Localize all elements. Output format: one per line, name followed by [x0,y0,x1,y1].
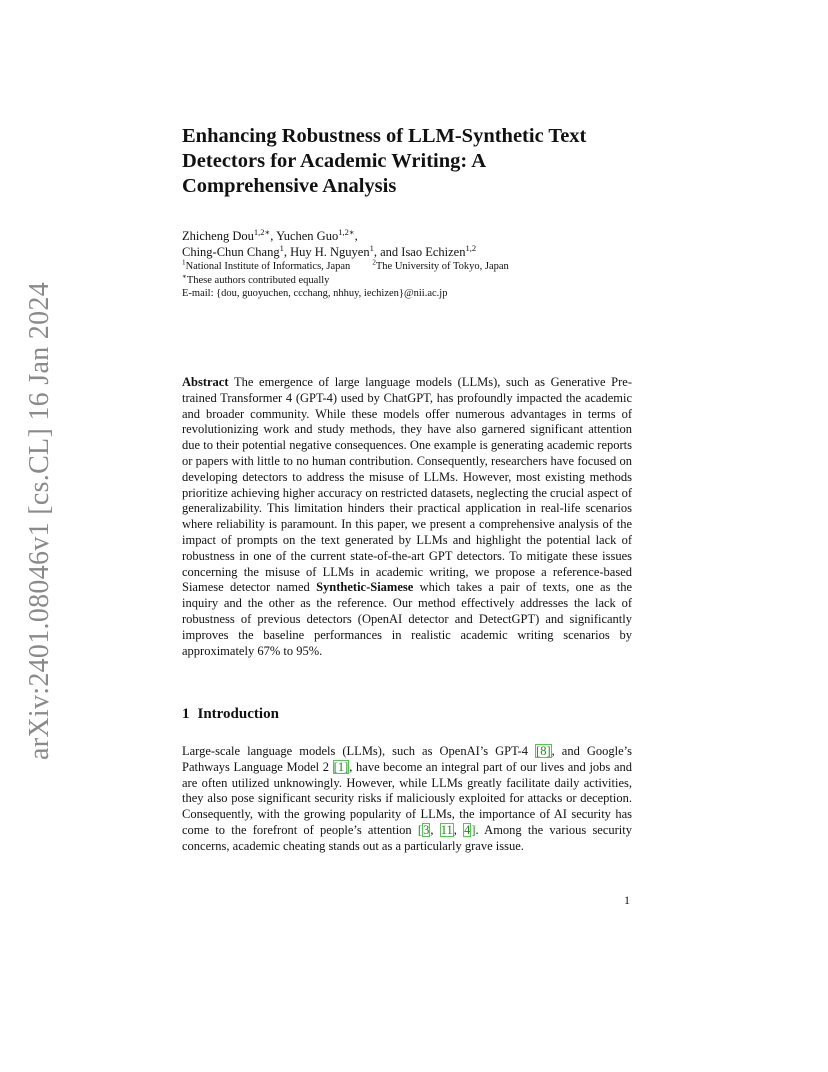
author-name: Ching-Chun Chang [182,245,280,259]
intro-text-4: . Among the various security concerns, academic cheating stands out as a particularly grave issue. [182,822,633,853]
author-line-2 [182,244,652,260]
author-affiliation-marker: 1 [369,242,374,253]
section-title: Introduction [197,706,279,722]
affiliation-marker: 2 [372,258,376,267]
page-number: 1 [624,893,630,907]
affiliation-2: The University of Tokyo, Japan [375,261,509,272]
title-line-1: Enhancing Robustness of LLM-Synthetic Text [182,125,587,147]
author-separator: , [354,229,358,243]
citation-link[interactable]: [1] [333,759,349,774]
intro-text-2: , and Google’s Pathways Language Model 2 [182,744,632,774]
method-name: Synthetic-Siamese [316,580,414,595]
intro-text-3: , have become an integral part of our lives and jobs and are often utilized unknowingly. However, while LLMs greatly facilitate daily activities, they also pose significant security risks if maliciously exploited for attacks or deception. Consequently, with the growing popularity of LLMs, the importance of AI security has come to the forefront of people’s attention [182,759,632,837]
author-name: Isao Echizen [401,245,466,259]
citation-link[interactable]: [8] [536,744,551,758]
author-separator: , [270,229,277,243]
author-affiliation-marker: 1,2 [465,242,477,253]
arxiv-identifier-stamp: arXiv:2401.08046v1 [cs.CL] 16 Jan 2024 [24,281,55,760]
affiliation-marker: 1 [182,258,186,267]
introduction-paragraph [182,744,632,855]
author-separator: , and [373,245,402,259]
equal-contribution-marker: ∗ [182,272,187,280]
abstract-text-part-1: The emergence of large language models (LLMs), such as Generative Pre-trained Transformer 4 (GPT-4) used by ChatGPT, has profoundly impacted the academic and broader community. While these models offer numerous advantages in terms of revolutionizing work and study methods, they have also garnered significant attention due to their potential negative consequences. One example is generating academic reports or papers with little to no human contribution. Consequently, researchers have focused on developing detectors to address the misuse of LLMs. However, most existing methods prioritize achieving higher accuracy on restricted datasets, neglecting the crucial aspect of generalizability. This limitation hinders their practical application in real-life scenarios where reliability is paramount. In this paper, we present a comprehensive analysis of the impact of prompts on the text generated by LLMs and highlight the potential lack of robustness in one of the current state-of-the-art GPT detectors. To mitigate these issues concerning the misuse of LLMs in academic writing, we propose a reference-based Siamese detector named [182,375,632,595]
author-block [182,228,652,301]
author-name: Yuchen Guo [276,229,339,243]
citation-link[interactable]: 11 [440,822,453,837]
author-affiliation-marker: 1,2∗ [338,226,355,237]
author-email: E-mail: {dou, guoyuchen, ccchang, nhhuy, iechizen}@nii.ac.jp [182,288,448,299]
intro-text-1: Large-scale language models (LLMs), such as OpenAI’s GPT-4 [182,744,536,758]
title-line-3: Comprehensive Analysis [182,175,397,197]
section-heading-introduction [182,706,279,723]
section-number: 1 [182,706,190,722]
citation-bracket: ] [471,822,476,837]
citation-link[interactable]: 3 [423,822,430,837]
abstract-text-part-2: which takes a pair of texts, one as the inquiry and the other as the reference. Our method effectively addresses the lack of robustness of previous detectors (OpenAI detector and DetectGPT) and significantly improves the baseline performances in realistic academic writing scenarios by approximately 67% to 95%. [182,580,632,658]
affiliations-line [182,260,652,274]
author-affiliation-marker: 1 [279,242,284,253]
abstract-paragraph [182,375,632,659]
equal-contribution-text: These authors contributed equally [186,274,330,286]
citation-bracket: [ [417,822,423,837]
affiliation-1: National Institute of Informatics, Japan [185,261,351,272]
author-name: Huy H. Nguyen [290,245,370,259]
paper-title [182,124,652,199]
author-affiliation-marker: 1,2∗ [253,226,271,237]
citation-link[interactable]: 4 [464,822,471,837]
equal-contribution-note [182,274,652,288]
abstract-label: Abstract [182,375,229,389]
citation-separator: , [453,822,464,837]
author-separator: , [283,245,291,259]
title-line-2: Detectors for Academic Writing: A [182,150,487,172]
author-line-1 [182,228,652,244]
author-name: Zhicheng Dou [182,229,254,243]
citation-separator: , [430,822,440,837]
